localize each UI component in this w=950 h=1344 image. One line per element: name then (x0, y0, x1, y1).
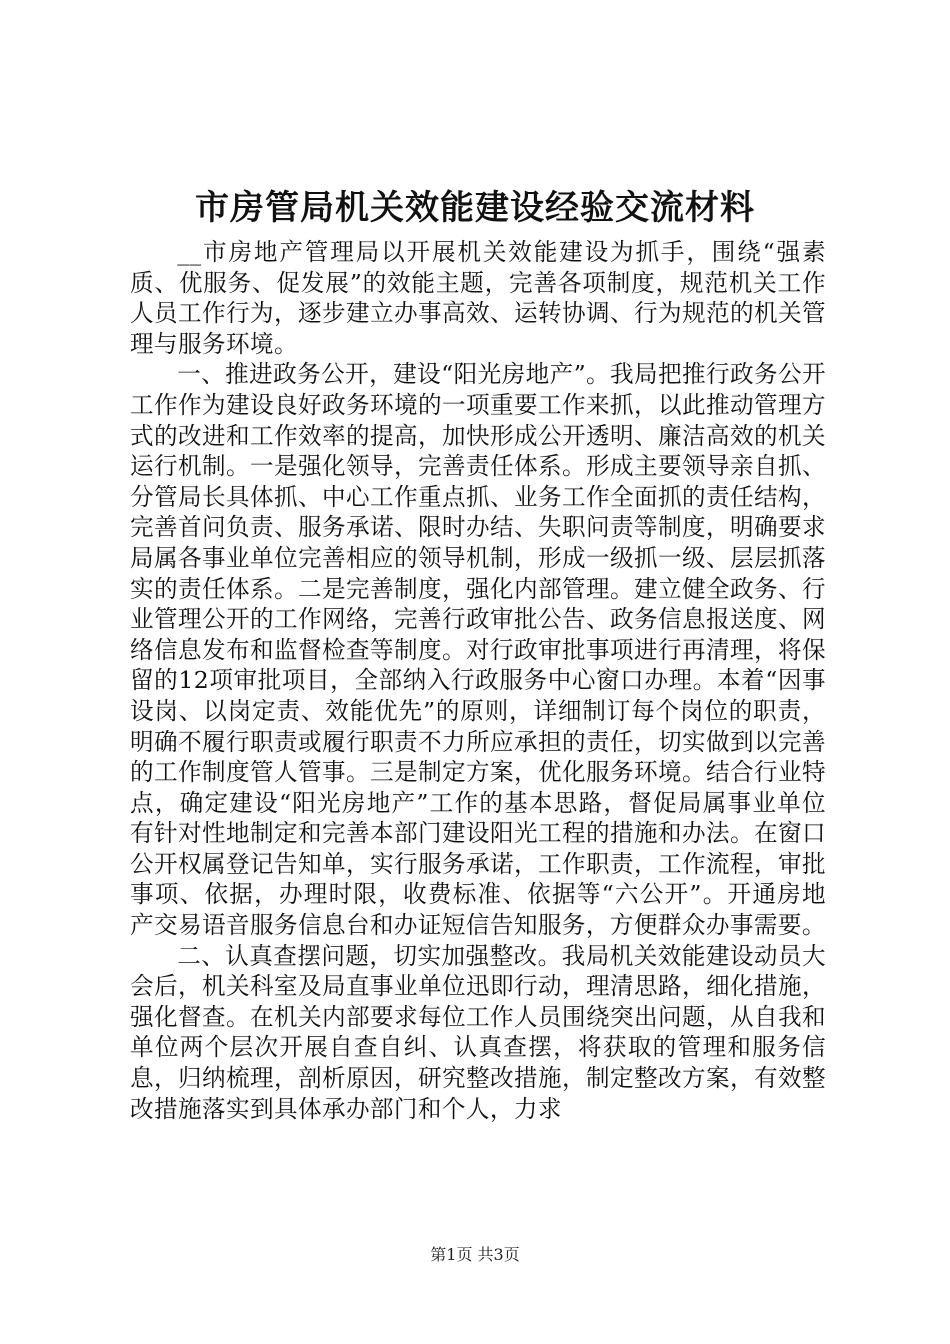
paragraph-intro: __市房地产管理局以开展机关效能建设为抓手，围绕“强素质、优服务、促发展”的效能主题，完善各项制度，规范机关工作人员工作行为，逐步建立办事高效、运转协调、行为规范的机关管理与服务环境。 (130, 238, 826, 358)
document-body (130, 237, 826, 1124)
paragraph-section-1: 一、推进政务公开，建设“阳光房地产”。我局把推行政务公开工作作为建设良好政务环境的一项重要工作来抓，以此推动管理方式的改进和工作效率的提高，加快形成公开透明、廉洁高效的机关运行机制。一是强化领导，完善责任体系。形成主要领导亲自抓、分管局长具体抓、中心工作重点抓、业务工作全面抓的责任结构，完善首问负责、服务承诺、限时办结、失职问责等制度，明确要求局属各事业单位完善相应的领导机制，形成一级抓一级、层层抓落实的责任体系。二是完善制度，强化内部管理。建立健全政务、行业管理公开的工作网络，完善行政审批公告、政务信息报送度、网络信息发布和监督检查等制度。对行政审批事项进行再清理，将保留的12项审批项目，全部纳入行政服务中心窗口办理。本着“因事设岗、以岗定责、效能优先”的原则，详细制订每个岗位的职责，明确不履行职责或履行职责不力所应承担的责任，切实做到以完善的工作制度管人管事。三是制定方案，优化服务环境。结合行业特点，确定建设“阳光房地产”工作的基本思路，督促局属事业单位有针对性地制定和完善本部门建设阳光工程的措施和办法。在窗口公开权属登记告知单，实行服务承诺，工作职责，工作流程，审批事项、依据，办理时限，收费标准、依据等“六公开”。开通房地产交易语音服务信息台和办证短信告知服务，方便群众办事需要。 (130, 360, 826, 940)
page-number-footer: 第1页 共3页 (430, 1245, 520, 1264)
document-title: 市房管局机关效能建设经验交流材料 (195, 188, 755, 228)
paragraph-section-2: 二、认真查摆问题，切实加强整改。我局机关效能建设动员大会后，机关科室及局直事业单位迅即行动，理清思路，细化措施，强化督查。在机关内部要求每位工作人员围绕突出问题，从自我和单位两个层次开展自查自纠、认真查摆，将获取的管理和服务信息，归纳梳理，剖析原因，研究整改措施，制定整改方案，有效整改措施落实到具体承办部门和个人，力求 (130, 941, 826, 1123)
